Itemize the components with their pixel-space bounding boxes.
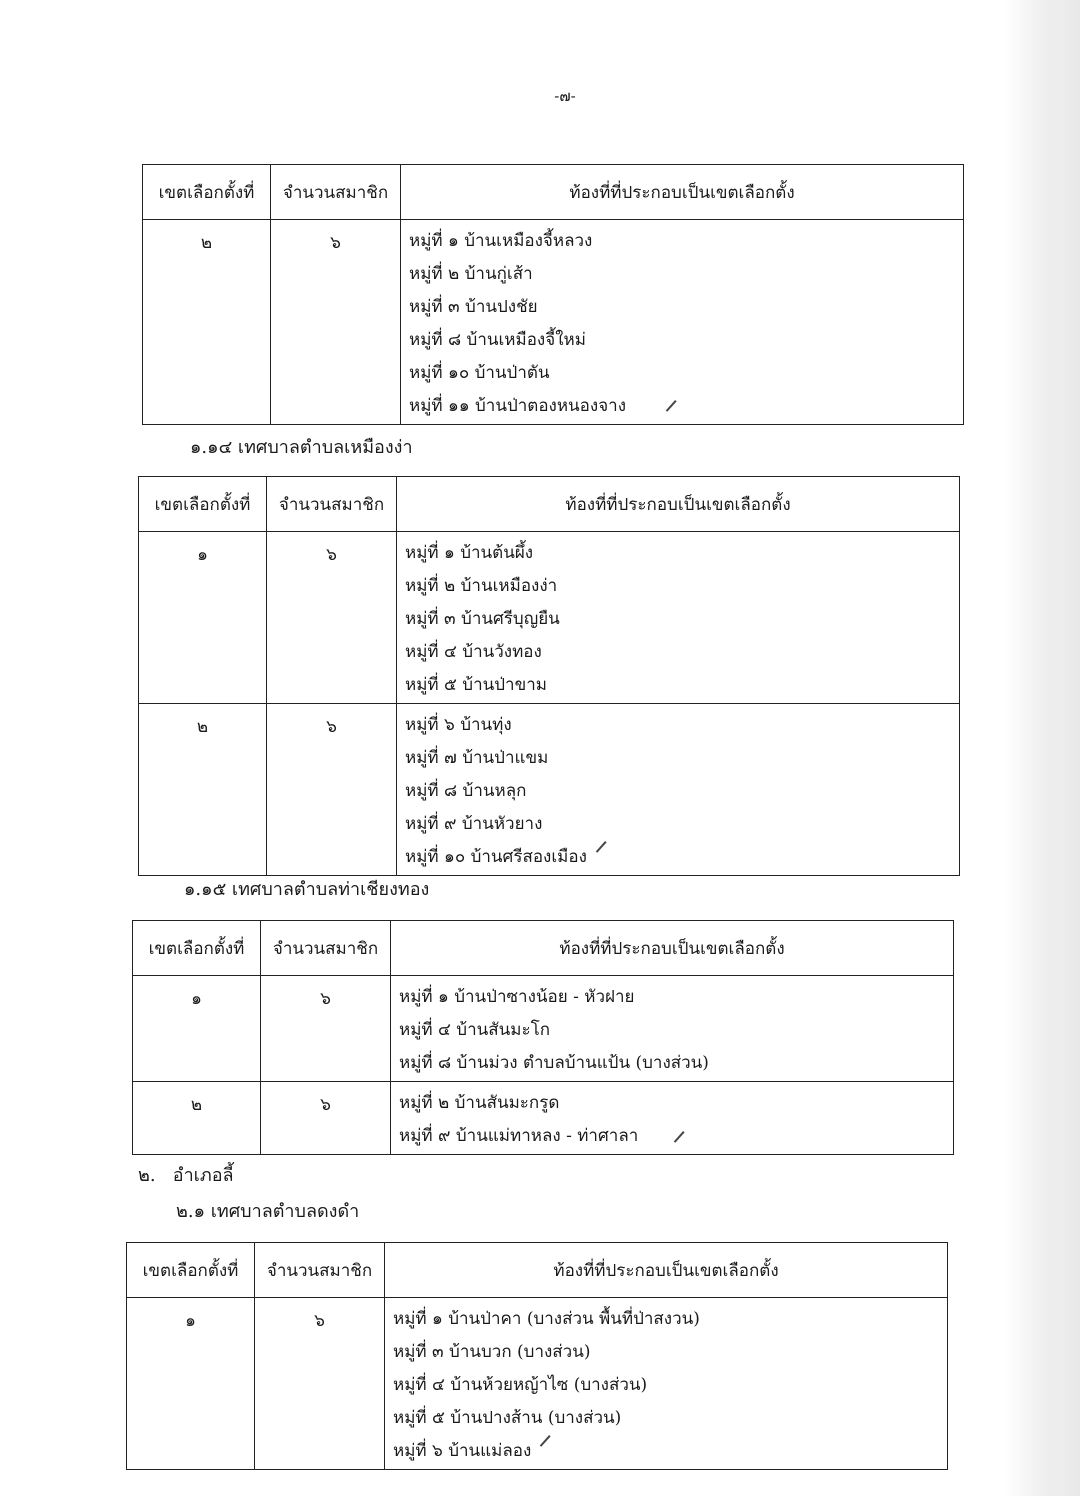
header-area: ท้องที่ที่ประกอบเป็นเขตเลือกตั้ง: [397, 477, 960, 532]
table-header-row: [139, 477, 960, 532]
header-district-no: เขตเลือกตั้งที่: [139, 477, 267, 532]
page-number: -๗-: [554, 87, 576, 105]
table-row: [139, 704, 960, 876]
section-heading-2-1: ๒.๑ เทศบาลตำบลดงดำ: [176, 1201, 360, 1222]
table-row: [139, 532, 960, 704]
area-item: หมู่ที่ ๙ บ้านแม่ทาหลง - ท่าศาลา: [399, 1126, 639, 1146]
table-header-row: [127, 1243, 948, 1298]
table-header-row: [133, 921, 954, 976]
table-row: [143, 220, 964, 425]
area-item: หมู่ที่ ๑ บ้านป่าซางน้อย - หัวฝาย: [399, 987, 635, 1007]
district-table-3: [132, 920, 954, 1155]
member-count: ๖: [267, 704, 397, 876]
header-member-count: จำนวนสมาชิก: [271, 165, 401, 220]
section-heading-1-15: ๑.๑๕ เทศบาลตำบลท่าเชียงทอง: [184, 879, 430, 900]
area-item: หมู่ที่ ๑ บ้านต้นผึ้ง: [405, 543, 534, 563]
table-row: [133, 1082, 954, 1155]
member-count: ๖: [261, 1082, 391, 1155]
member-count: ๖: [267, 532, 397, 704]
table-row: [133, 976, 954, 1082]
district-table-1: [142, 164, 964, 425]
header-member-count: จำนวนสมาชิก: [261, 921, 391, 976]
area-item: หมู่ที่ ๗ บ้านป่าแขม: [405, 748, 549, 768]
area-item: หมู่ที่ ๔ บ้านสันมะโก: [399, 1020, 551, 1040]
area-item: หมู่ที่ ๑๑ บ้านป่าตองหนองจาง: [409, 396, 626, 416]
area-item: หมู่ที่ ๑๐ บ้านศรีสองเมือง: [405, 847, 587, 867]
area-list: [391, 1082, 954, 1155]
area-item: หมู่ที่ ๖ บ้านแม่ลอง: [393, 1441, 532, 1461]
section-heading-1-14: ๑.๑๔ เทศบาลตำบลเหมืองง่า: [190, 437, 413, 458]
area-list: [401, 220, 964, 425]
member-count: ๖: [255, 1298, 385, 1470]
area-item: หมู่ที่ ๑ บ้านเหมืองจี้หลวง: [409, 231, 593, 251]
district-number: ๒: [143, 220, 271, 425]
area-item: หมู่ที่ ๓ บ้านปงชัย: [409, 297, 538, 317]
area-item: หมู่ที่ ๔ บ้านห้วยหญ้าไซ (บางส่วน): [393, 1375, 648, 1395]
area-item: หมู่ที่ ๘ บ้านหลุก: [405, 781, 527, 801]
section-heading-2: ๒. อำเภอลี้: [138, 1165, 234, 1186]
area-item: หมู่ที่ ๒ บ้านกู่เส้า: [409, 264, 533, 284]
member-count: ๖: [271, 220, 401, 425]
district-number: ๑: [139, 532, 267, 704]
table-header-row: [143, 165, 964, 220]
header-member-count: จำนวนสมาชิก: [267, 477, 397, 532]
area-list: [391, 976, 954, 1082]
district-number: ๑: [133, 976, 261, 1082]
district-number: ๒: [139, 704, 267, 876]
district-table-4: [126, 1242, 948, 1470]
header-area: ท้องที่ที่ประกอบเป็นเขตเลือกตั้ง: [385, 1243, 948, 1298]
header-area: ท้องที่ที่ประกอบเป็นเขตเลือกตั้ง: [391, 921, 954, 976]
area-item: หมู่ที่ ๑ บ้านป่าคา (บางส่วน พื้นที่ป่าสงวน): [393, 1309, 700, 1329]
table-row: [127, 1298, 948, 1470]
area-list: [397, 704, 960, 876]
area-item: หมู่ที่ ๙ บ้านหัวยาง: [405, 814, 543, 834]
area-item: หมู่ที่ ๕ บ้านป่าขาม: [405, 675, 547, 695]
area-item: หมู่ที่ ๘ บ้านม่วง ตำบลบ้านแป้น (บางส่วน): [399, 1053, 709, 1073]
area-item: หมู่ที่ ๓ บ้านศรีบุญยืน: [405, 609, 560, 629]
area-list: [385, 1298, 948, 1470]
district-number: ๒: [133, 1082, 261, 1155]
district-table-2: [138, 476, 960, 876]
header-member-count: จำนวนสมาชิก: [255, 1243, 385, 1298]
member-count: ๖: [261, 976, 391, 1082]
header-district-no: เขตเลือกตั้งที่: [143, 165, 271, 220]
area-item: หมู่ที่ ๒ บ้านสันมะกรูด: [399, 1093, 560, 1113]
header-area: ท้องที่ที่ประกอบเป็นเขตเลือกตั้ง: [401, 165, 964, 220]
area-list: [397, 532, 960, 704]
header-district-no: เขตเลือกตั้งที่: [133, 921, 261, 976]
area-item: หมู่ที่ ๘ บ้านเหมืองจี้ใหม่: [409, 330, 586, 350]
area-item: หมู่ที่ ๑๐ บ้านป่าตัน: [409, 363, 550, 383]
area-item: หมู่ที่ ๓ บ้านบวก (บางส่วน): [393, 1342, 591, 1362]
header-district-no: เขตเลือกตั้งที่: [127, 1243, 255, 1298]
area-item: หมู่ที่ ๒ บ้านเหมืองง่า: [405, 576, 558, 596]
district-number: ๑: [127, 1298, 255, 1470]
area-item: หมู่ที่ ๔ บ้านวังทอง: [405, 642, 542, 662]
area-item: หมู่ที่ ๖ บ้านทุ่ง: [405, 715, 512, 735]
area-item: หมู่ที่ ๕ บ้านปางส้าน (บางส่วน): [393, 1408, 622, 1428]
